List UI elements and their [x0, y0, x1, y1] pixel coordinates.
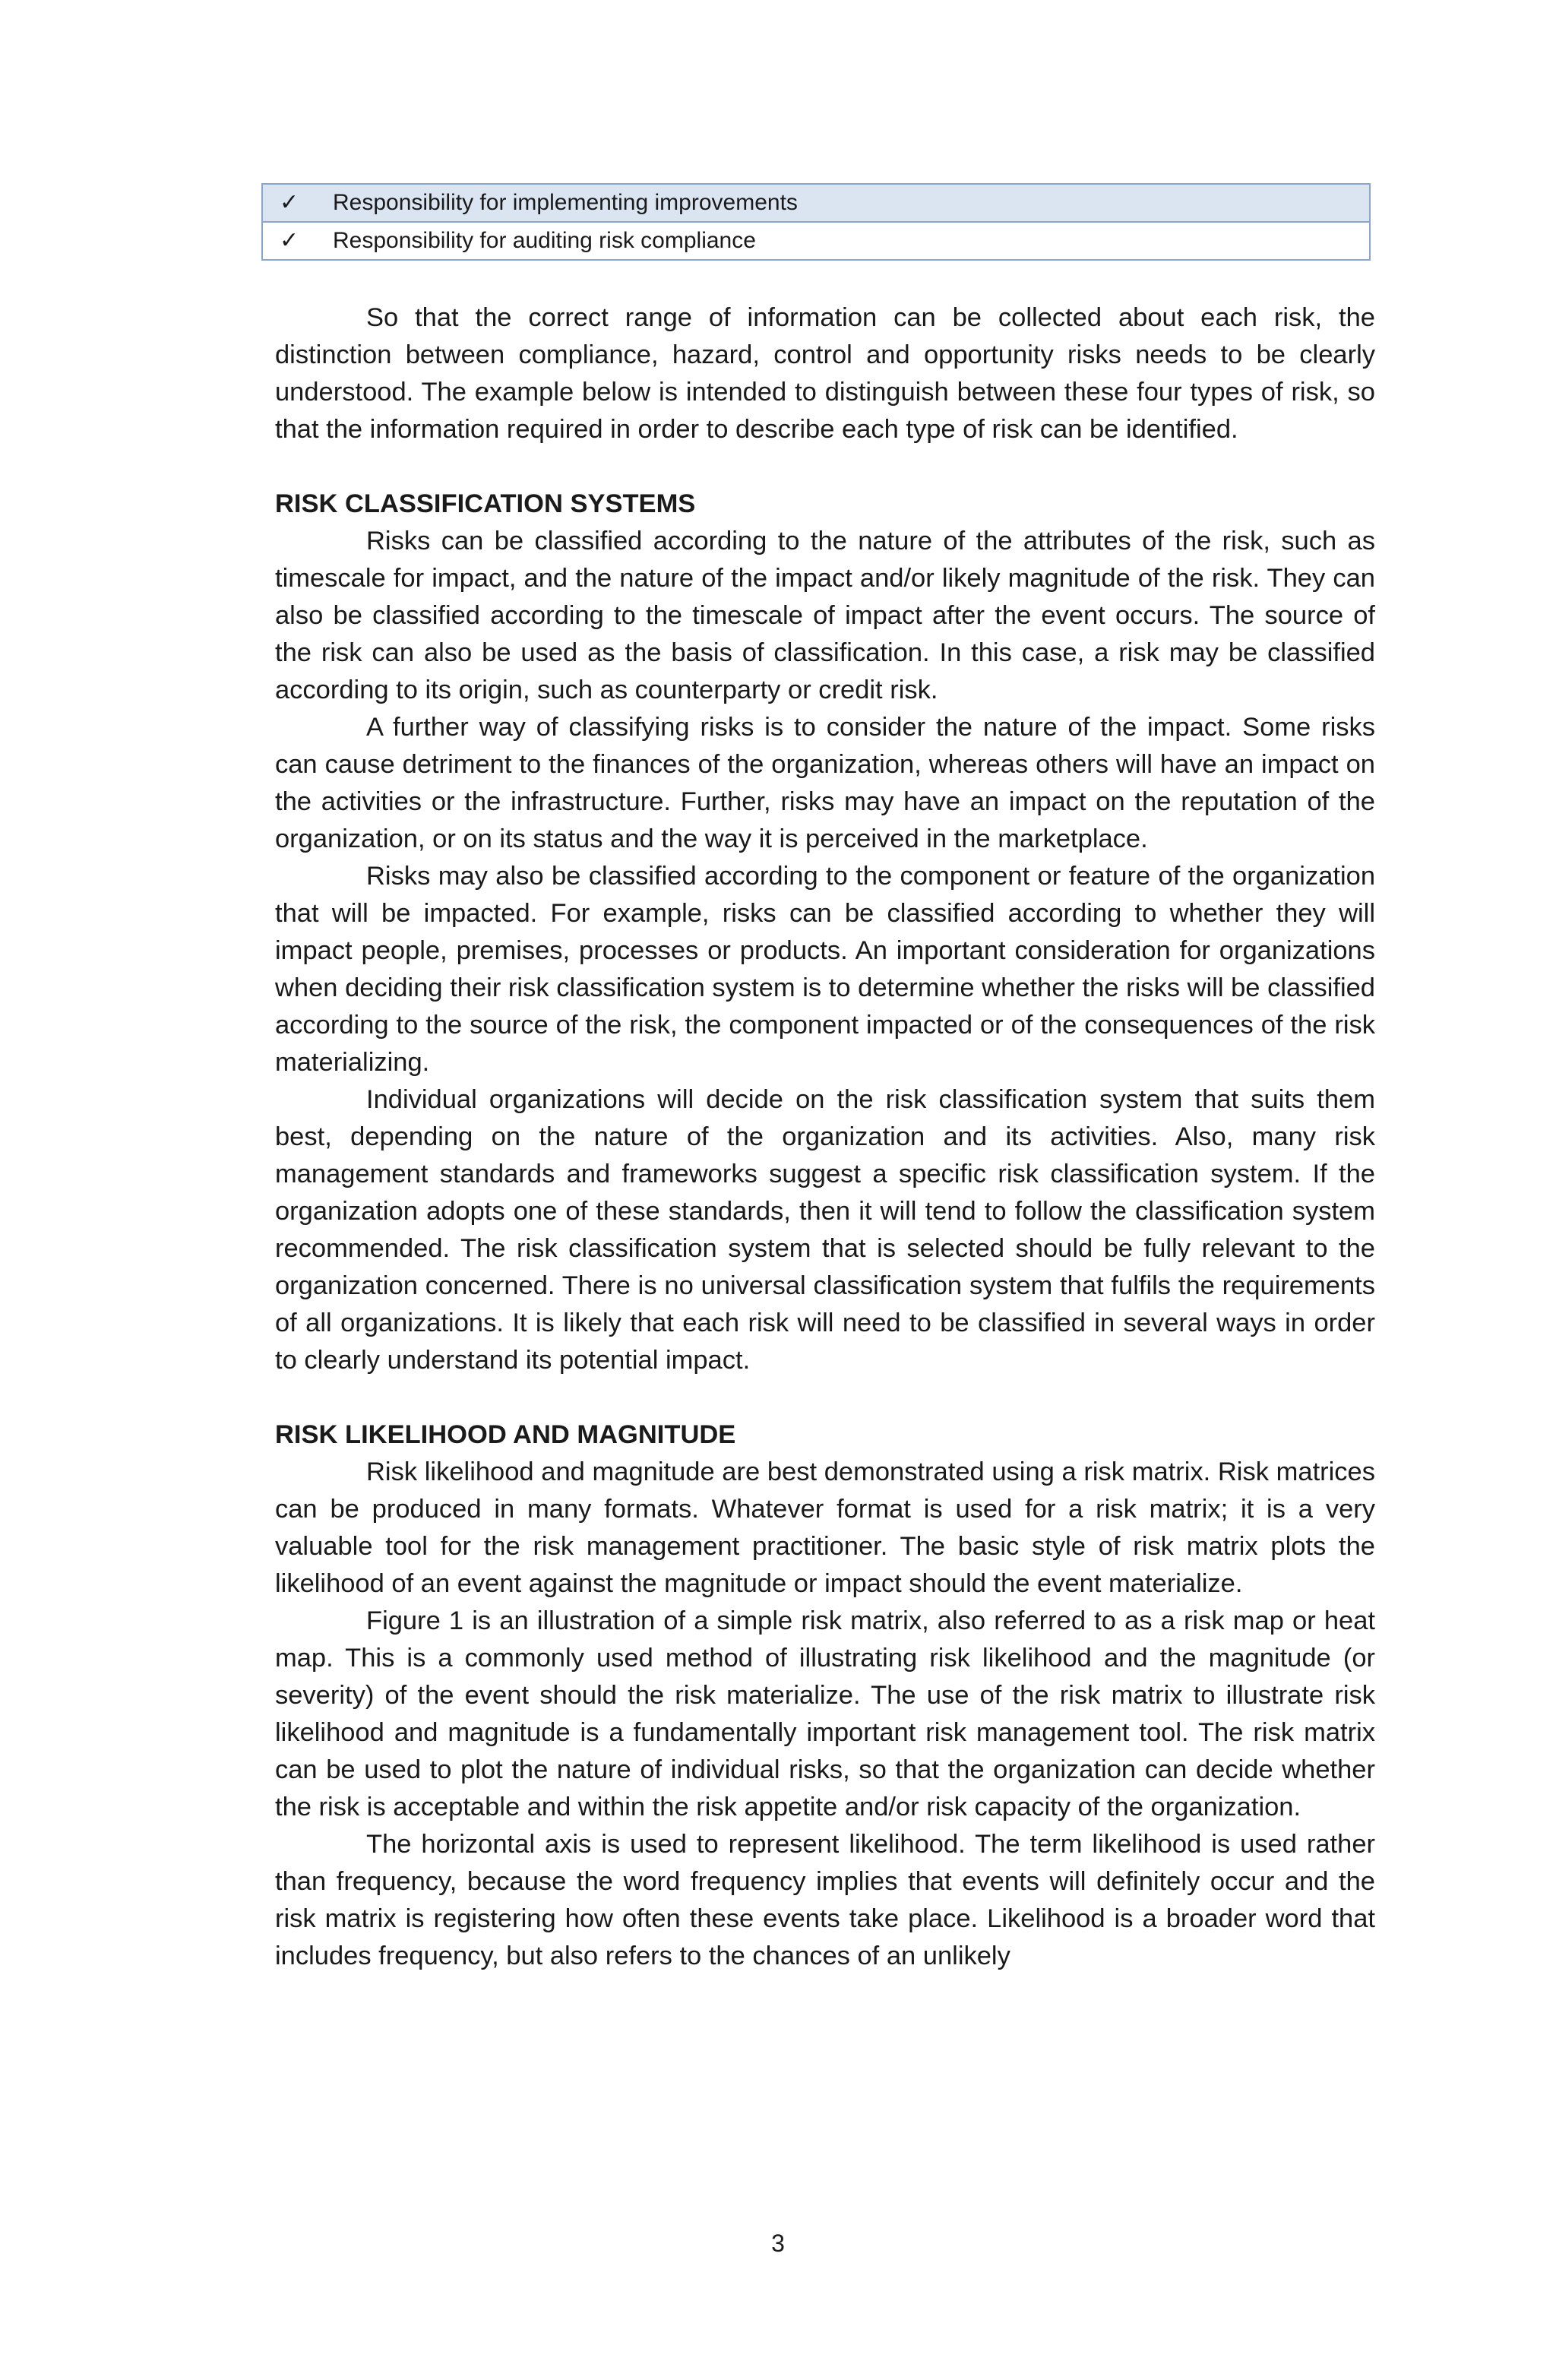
section-heading-risk-classification: RISK CLASSIFICATION SYSTEMS	[275, 489, 696, 518]
page-number: 3	[771, 2230, 785, 2257]
responsibility-checklist	[261, 183, 1371, 261]
checkmark-icon: ✓	[280, 189, 299, 216]
paragraph: A further way of classifying risks is to consider the nature of the impact. Some risks can cause detriment to the finances of the organization, whereas others will have an impact on the activities or the infrastructure. Further, risks may have an impact on the reputation of the organization, or on its status and the way it is perceived in the marketplace.	[275, 713, 1375, 853]
checklist-row	[263, 185, 1369, 221]
paragraph: Figure 1 is an illustration of a simple risk matrix, also referred to as a risk map or heat map. This is a commonly used method of illustrating risk likelihood and the magnitude (or severity) of the event should the risk materialize. The use of the risk matrix to illustrate risk likelihood and magnitude is a fundamentally important risk management tool. The risk matrix can be used to plot the nature of individual risks, so that the organization can decide whether the risk is acceptable and within the risk appetite and/or risk capacity of the organization.	[275, 1606, 1375, 1821]
paragraph: Risks may also be classified according to the component or feature of the organization that will be impacted. For example, risks can be classified according to whether they will impact people, premises, processes or products. An important consideration for organizations when deciding their risk classification system is to determine whether the risks will be classified according to the source of the risk, the component impacted or of the consequences of the risk materializing.	[275, 862, 1375, 1077]
checklist-item-text: Responsibility for auditing risk compliance	[333, 228, 756, 253]
paragraph: Individual organizations will decide on the risk classification system that suits them best, depending on the nature of the organization and its activities. Also, many risk management standards and frameworks suggest a specific risk classification system. If the organization adopts one of these standards, then it will tend to follow the classification system recommended. The risk classification system that is selected should be fully relevant to the organization concerned. There is no universal classification system that fulfils the requirements of all organizations. It is likely that each risk will need to be classified in several ways in order to clearly understand its potential impact.	[275, 1085, 1375, 1375]
paragraph: Risks can be classified according to the nature of the attributes of the risk, such as timescale for impact, and the nature of the impact and/or likely magnitude of the risk. They can also be classified according to the timescale of impact after the event occurs. The source of the risk can also be used as the basis of classification. In this case, a risk may be classified according to its origin, such as counterparty or credit risk.	[275, 527, 1375, 704]
section-heading-risk-likelihood: RISK LIKELIHOOD AND MAGNITUDE	[275, 1420, 736, 1449]
intro-paragraph: So that the correct range of information can be collected about each risk, the distinction between compliance, hazard, control and opportunity risks needs to be clearly understood. The example below is intended to distinguish between these four types of risk, so that the information required in order to describe each type of risk can be identified.	[275, 303, 1375, 444]
body-text	[275, 299, 1375, 1975]
checkmark-icon: ✓	[280, 227, 299, 254]
checklist-item-text: Responsibility for implementing improvements	[333, 190, 798, 215]
checklist-row	[263, 221, 1369, 259]
paragraph: Risk likelihood and magnitude are best demonstrated using a risk matrix. Risk matrices can be produced in many formats. Whatever format is used for a risk matrix; it is a very valuable tool for the risk management practitioner. The basic style of risk matrix plots the likelihood of an event against the magnitude or impact should the event materialize.	[275, 1457, 1375, 1598]
paragraph: The horizontal axis is used to represent likelihood. The term likelihood is used rather than frequency, because the word frequency implies that events will definitely occur and the risk matrix is registering how often these events take place. Likelihood is a broader word that includes frequency, but also refers to the chances of an unlikely	[275, 1830, 1375, 1970]
